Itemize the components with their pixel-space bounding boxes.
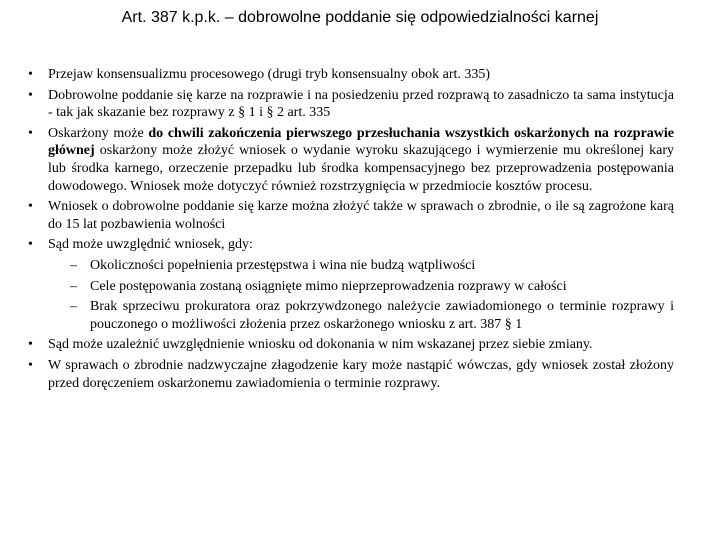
dash-icon: – bbox=[70, 299, 77, 315]
bullet-icon: • bbox=[28, 237, 33, 253]
slide-content bbox=[28, 66, 674, 395]
bullet-icon: • bbox=[28, 67, 33, 82]
list-item-text-emphasis: do chwili zakończenia pierwszego przesłuchania wszystkich oskarżonych na rozprawie głównej bbox=[48, 125, 674, 159]
sub-list-item-text: Cele postępowania zostaną osiągnięte mimo nieprzeprowadzenia rozprawy w całości bbox=[90, 278, 567, 294]
list-item-text-start: Oskarżony może bbox=[48, 125, 149, 141]
bullet-list bbox=[28, 66, 674, 392]
list-item bbox=[28, 66, 674, 84]
sub-list-item bbox=[48, 298, 674, 333]
bullet-icon: • bbox=[28, 125, 33, 141]
bullet-icon: • bbox=[28, 337, 33, 353]
list-item-text: Sąd może uzależnić uwzględnienie wniosku od dokonania w nim wskazanej przez siebie zmiany. bbox=[48, 337, 593, 353]
list-item bbox=[28, 198, 674, 233]
sub-list-item bbox=[48, 278, 674, 296]
list-item bbox=[28, 336, 674, 354]
list-item-text: Dobrowolne poddanie się karze na rozprawie i na posiedzeniu przed rozprawą to zasadniczo ta sama instytucja - tak jak skazanie bez rozprawy z § 1 i § 2 art. 335 bbox=[48, 87, 674, 121]
slide-title: Art. 387 k.p.k. – dobrowolne poddanie się odpowiedzialności karnej bbox=[121, 9, 599, 26]
sub-list-item-text: Brak sprzeciwu prokuratora oraz pokrzywdzonego należycie zawiadomionego o terminie rozprawy i pouczonego o możliwości złożenia przez oskarżonego wniosku z art. 387 § 1 bbox=[90, 299, 674, 332]
list-item-text: Wniosek o dobrowolne poddanie się karze można złożyć także w sprawach o zbrodnie, o ile są zagrożone karą do 15 lat pozbawienia wolności bbox=[48, 199, 674, 232]
list-item bbox=[28, 125, 674, 195]
sub-list bbox=[48, 257, 674, 333]
list-item bbox=[28, 357, 674, 392]
list-item-text: W sprawach o zbrodnie nadzwyczajne złagodzenie kary może nastąpić wówczas, gdy wniosek został złożony przed doręczeniem oskarżonemu zawiadomienia o terminie rozprawy. bbox=[48, 357, 674, 391]
list-item-text: Sąd może uwzględnić wniosek, gdy: bbox=[48, 237, 253, 253]
list-item bbox=[28, 87, 674, 122]
bullet-icon: • bbox=[28, 87, 33, 103]
bullet-icon: • bbox=[28, 199, 33, 215]
dash-icon: – bbox=[70, 257, 77, 273]
list-item-text: Przejaw konsensualizmu procesowego (drugi tryb konsensualny obok art. 335) bbox=[48, 67, 491, 82]
sub-list-item-text: Okoliczności popełnienia przestępstwa i wina nie budzą wątpliwości bbox=[90, 257, 476, 273]
list-item-text-end: oskarżony może złożyć wniosek o wydanie wyroku skazującego i wymierzenie mu określonej kary lub środka karnego, orzeczenie przepadku lub środka kompensacyjnego bez przeprowadzenia postępowania dowodowego. Wniosek może dotyczyć również rozstrzygnięcia w przedmiocie kosztów procesu. bbox=[48, 143, 674, 194]
sub-list-item bbox=[48, 257, 674, 275]
dash-icon: – bbox=[70, 278, 77, 294]
bullet-icon: • bbox=[28, 357, 33, 373]
list-item bbox=[28, 236, 674, 333]
